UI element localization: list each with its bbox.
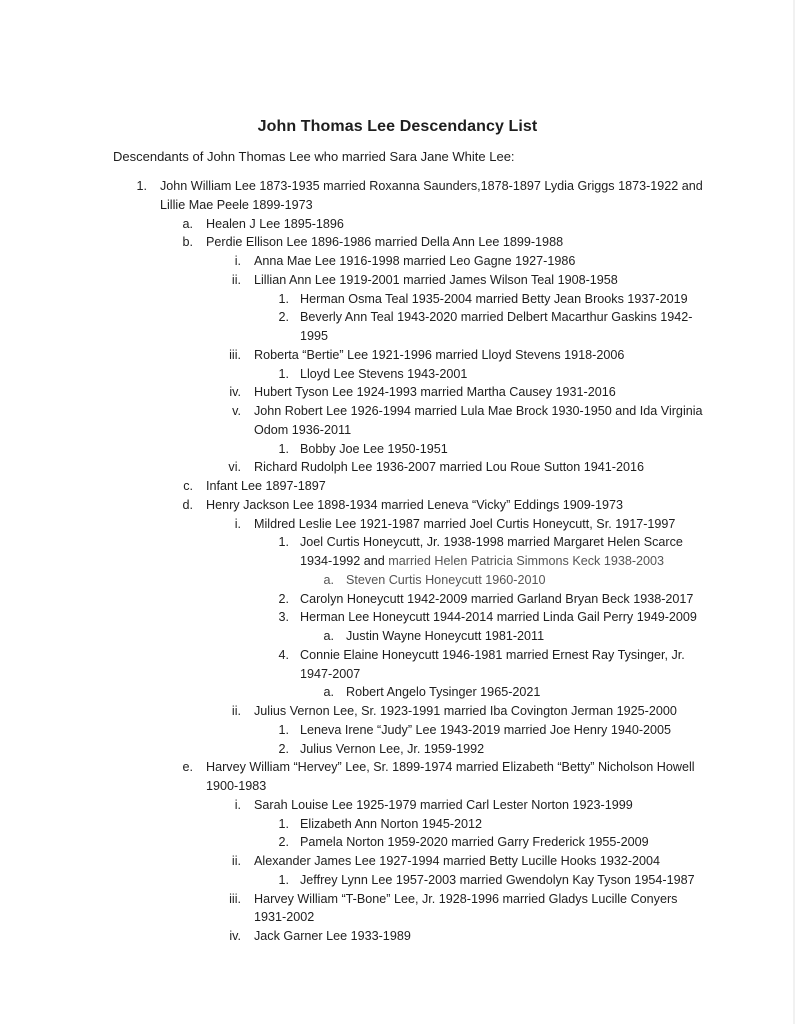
list-marker: 2. [278,835,289,850]
list-marker: iv. [229,385,241,400]
list-marker: 3. [278,610,289,625]
list-marker: i. [234,516,241,531]
list-item-line: Perdie Ellison Lee 1896-1986 married Della Ann Lee 1899-1988 [206,235,564,250]
list-marker: 1. [278,366,289,381]
list-marker: e. [182,760,193,775]
list-marker: 2. [278,310,289,325]
list-item-line: Mildred Leslie Lee 1921-1987 married Joel Curtis Honeycutt, Sr. 1917-1997 [254,516,676,531]
list-item-line: Hubert Tyson Lee 1924-1993 married Martha Causey 1931-2016 [254,385,616,400]
list-item-line: 1947-2007 [300,666,361,681]
list-item-line: Odom 1936-2011 [254,422,352,437]
list-marker: c. [183,479,193,493]
list-item-line: Jack Garner Lee 1933-1989 [254,929,411,943]
list-marker: 1. [278,535,289,550]
list-marker: ii. [231,704,241,718]
list-marker: d. [182,497,193,512]
list-marker: iii. [229,347,241,362]
list-marker: 1. [278,816,289,831]
list-marker: 2. [278,591,289,606]
list-item-line: Jeffrey Lynn Lee 1957-2003 married Gwendolyn Kay Tyson 1954-1987 [300,872,695,887]
list-marker: 1. [278,872,289,887]
list-item-line: Beverly Ann Teal 1943-2020 married Delbert Macarthur Gaskins 1942- [300,310,693,325]
list-item-line: Herman Osma Teal 1935-2004 married Betty Jean Brooks 1937-2019 [300,291,688,306]
list-item-line: Henry Jackson Lee 1898-1934 married Leneva “Vicky” Eddings 1909-1973 [206,497,624,512]
list-marker: 1. [136,179,147,193]
list-marker: a. [323,629,334,643]
list-item-line: 1931-2002 [254,910,315,925]
list-marker: 1. [278,441,289,456]
page-title: John Thomas Lee Descendancy List [257,118,538,135]
list-item-line: Carolyn Honeycutt 1942-2009 married Garland Bryan Beck 1938-2017 [300,591,694,606]
list-marker: iv. [229,929,241,943]
list-item-line: John William Lee 1873-1935 married Roxanna Saunders,1878-1897 Lydia Griggs 1873-1922 and [160,179,703,193]
intro-text: Descendants of John Thomas Lee who married Sara Jane White Lee: [113,149,515,164]
list-marker: b. [182,235,193,250]
list-item-line: Lillian Ann Lee 1919-2001 married James Wilson Teal 1908-1958 [254,272,618,287]
list-item-line: Herman Lee Honeycutt 1944-2014 married Linda Gail Perry 1949-2009 [300,610,697,625]
list-item-line: Harvey William “T-Bone” Lee, Jr. 1928-1996 married Gladys Lucille Conyers [254,891,678,906]
list-marker: ii. [231,854,241,868]
list-item-line: Joel Curtis Honeycutt, Jr. 1938-1998 married Margaret Helen Scarce [300,535,683,550]
list-item-line: Pamela Norton 1959-2020 married Garry Frederick 1955-2009 [300,835,649,850]
list-marker: a. [323,685,334,700]
list-item-line: 1900-1983 [206,779,267,793]
list-item-line: Anna Mae Lee 1916-1998 married Leo Gagne 1927-1986 [254,254,576,268]
list-marker: vi. [228,460,241,475]
list-marker: 1. [278,722,289,737]
list-item-line: Justin Wayne Honeycutt 1981-2011 [346,629,545,643]
list-marker: i. [234,254,241,268]
list-item-line: Lillie Mae Peele 1899-1973 [160,197,313,212]
list-item-line: Steven Curtis Honeycutt 1960-2010 [346,572,546,587]
list-item-line: Sarah Louise Lee 1925-1979 married Carl Lester Norton 1923-1999 [254,797,633,812]
list-item-line: Alexander James Lee 1927-1994 married Betty Lucille Hooks 1932-2004 [254,854,661,868]
list-item-line: Richard Rudolph Lee 1936-2007 married Lou Roue Sutton 1941-2016 [254,460,644,475]
list-item-line: Infant Lee 1897-1897 [206,479,326,493]
list-item-line: Bobby Joe Lee 1950-1951 [300,441,448,456]
list-item-line: Robert Angelo Tysinger 1965-2021 [346,685,541,700]
list-marker: 1. [278,291,289,306]
list-item-line: Connie Elaine Honeycutt 1946-1981 married Ernest Ray Tysinger, Jr. [300,647,685,662]
list-item-line: Healen J Lee 1895-1896 [206,216,344,231]
list-item-faded-text: married Helen Patricia Simmons Keck 1938-2003 [388,554,665,568]
list-item-line: Harvey William “Hervey” Lee, Sr. 1899-1974 married Elizabeth “Betty” Nicholson Howell [206,760,695,775]
list-item-text: 1934-1992 and [300,554,389,568]
list-item-line: Julius Vernon Lee, Sr. 1923-1991 married Iba Covington Jerman 1925-2000 [254,704,677,718]
list-marker: 2. [278,741,289,756]
list-item-line: Roberta “Bertie” Lee 1921-1996 married Lloyd Stevens 1918-2006 [254,347,625,362]
list-item-line: John Robert Lee 1926-1994 married Lula Mae Brock 1930-1950 and Ida Virginia [254,404,703,418]
list-item-line: 1995 [300,329,329,343]
list-marker: 4. [278,647,289,662]
list-marker: i. [234,797,241,812]
list-item-line: Leneva Irene “Judy” Lee 1943-2019 married Joe Henry 1940-2005 [300,722,672,737]
list-marker: v. [232,404,241,418]
list-item-line [300,552,664,571]
list-marker: iii. [229,891,241,906]
list-marker: a. [182,216,193,231]
list-marker: ii. [231,272,241,287]
list-marker: a. [323,572,334,587]
list-item-line: Elizabeth Ann Norton 1945-2012 [300,816,483,831]
list-item-line: Julius Vernon Lee, Jr. 1959-1992 [300,741,485,756]
list-item-line: Lloyd Lee Stevens 1943-2001 [300,366,468,381]
